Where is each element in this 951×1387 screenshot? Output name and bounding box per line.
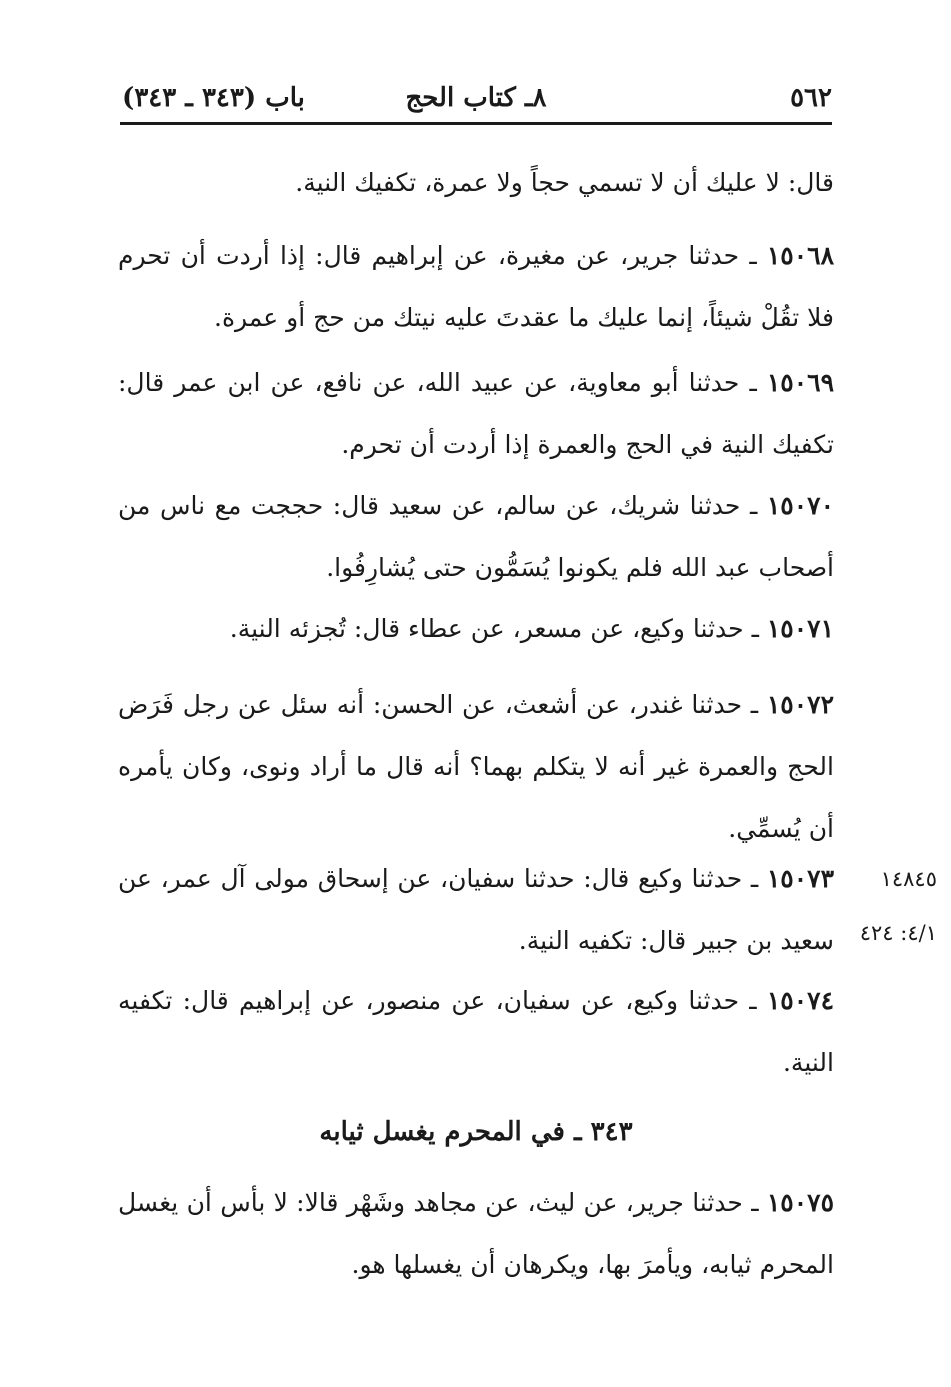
margin-note-source: ٤/١: ٤٢٤ bbox=[859, 921, 937, 945]
hadith-text: ـ حدثنا جرير، عن مغيرة، عن إبراهيم قال: إذا أردت أن تحرم فلا تقُلْ شيئاً، إنما عليك ما عقدتَ عليه نيتك من حج أو عمرة. bbox=[118, 241, 834, 332]
hadith-number: ١٥٠٧١ bbox=[766, 614, 834, 643]
hadith-text: ـ حدثنا وكيع قال: حدثنا سفيان، عن إسحاق مولى آل عمر، عن سعيد بن جبير قال: تكفيه النية. bbox=[118, 864, 834, 955]
hadith-text: ـ حدثنا جرير، عن ليث، عن مجاهد وشَهْر قالا: لا بأس أن يغسل المحرم ثيابه، ويأمرَ بها، ويكرهان أن يغسلها هو. bbox=[118, 1188, 834, 1279]
hadith-number: ١٥٠٧٠ bbox=[766, 491, 834, 520]
section-heading: ٣٤٣ ـ في المحرم يغسل ثيابه bbox=[319, 1117, 633, 1147]
hadith-15073 bbox=[118, 848, 834, 972]
hadith-number: ١٥٠٧٤ bbox=[766, 986, 834, 1015]
hadith-number: ١٥٠٧٥ bbox=[766, 1188, 834, 1217]
chapter-range: باب (٣٤٣ ـ ٣٤٣) bbox=[122, 83, 305, 113]
paragraph-continuation bbox=[118, 152, 834, 214]
hadith-text: ـ حدثنا وكيع، عن مسعر، عن عطاء قال: تُجزئه النية. bbox=[229, 614, 767, 643]
hadith-number: ١٥٠٧٣ bbox=[766, 864, 834, 893]
hadith-15070 bbox=[118, 475, 834, 599]
hadith-number: ١٥٠٦٩ bbox=[766, 368, 834, 397]
hadith-15069 bbox=[118, 352, 834, 476]
page-header bbox=[120, 78, 832, 118]
page-number: ٥٦٢ bbox=[790, 83, 832, 113]
hadith-15075 bbox=[118, 1172, 834, 1296]
hadith-15068 bbox=[118, 225, 834, 349]
paragraph-text: قال: لا عليك أن لا تسمي حجاً ولا عمرة، تكفيك النية. bbox=[295, 168, 834, 197]
margin-note-cross-ref: ١٤٨٤٥ bbox=[880, 867, 937, 891]
hadith-number: ١٥٠٧٢ bbox=[766, 690, 834, 719]
book-title: ٨ـ كتاب الحج bbox=[405, 83, 547, 113]
hadith-15072 bbox=[118, 674, 834, 860]
hadith-text: ـ حدثنا أبو معاوية، عن عبيد الله، عن نافع، عن ابن عمر قال: تكفيك النية في الحج والعمرة إذا أردت أن تحرم. bbox=[118, 368, 834, 459]
hadith-text: ـ حدثنا غندر، عن أشعث، عن الحسن: أنه سئل عن رجل فَرَض الحج والعمرة غير أنه لا يتكلم بهما؟ أنه قال ما أراد ونوى، وكان يأمره أن يُسمِّي. bbox=[118, 690, 834, 843]
header-rule bbox=[120, 122, 832, 125]
hadith-15074 bbox=[118, 970, 834, 1094]
hadith-text: ـ حدثنا شريك، عن سالم، عن سعيد قال: حججت مع ناس من أصحاب عبد الله فلم يكونوا يُسَمُّون حتى يُشارِفُوا. bbox=[118, 491, 834, 582]
hadith-number: ١٥٠٦٨ bbox=[766, 241, 834, 270]
hadith-text: ـ حدثنا وكيع، عن سفيان، عن منصور، عن إبراهيم قال: تكفيه النية. bbox=[118, 986, 834, 1077]
hadith-15071 bbox=[118, 598, 834, 660]
